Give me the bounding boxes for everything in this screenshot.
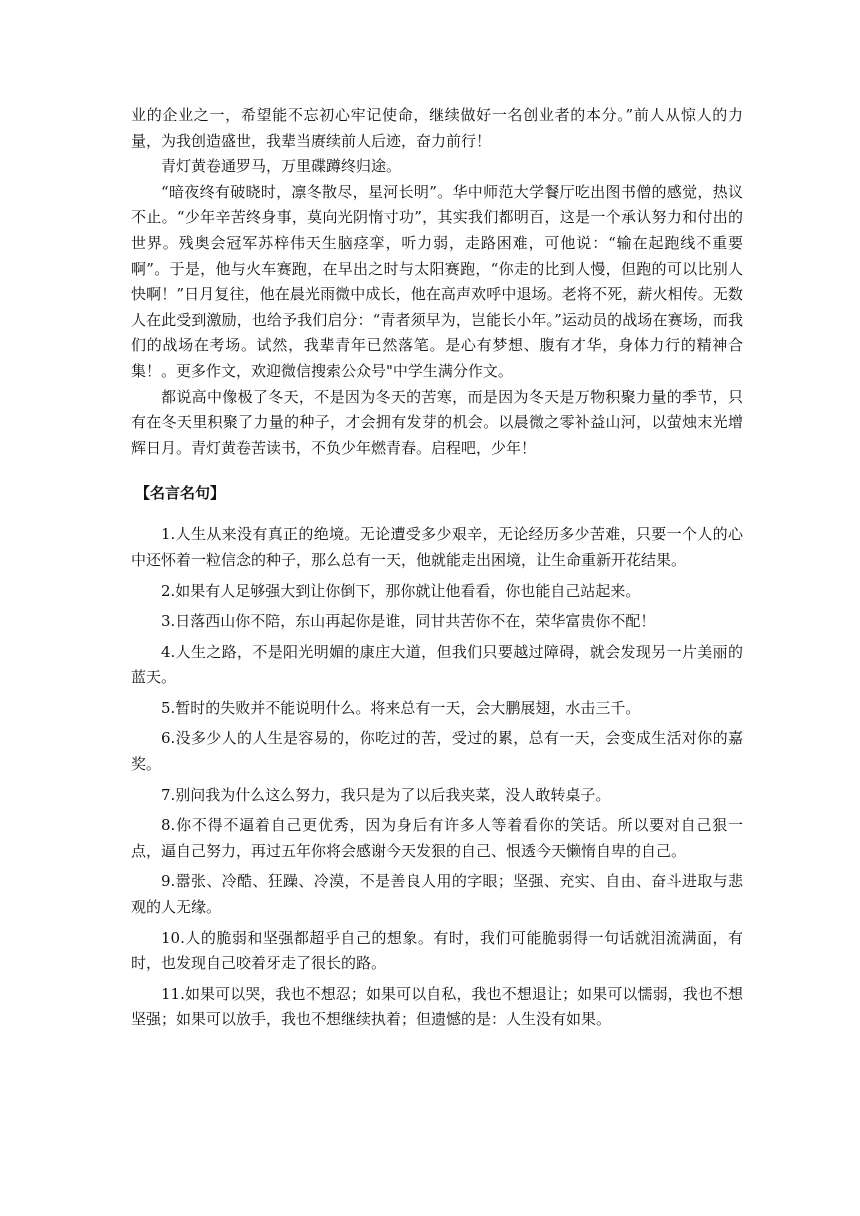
quote-item: 4.人生之路，不是阳光明媚的康庄大道，但我们只要越过障碍，就会发现另一片美丽的蓝天。	[131, 642, 743, 687]
essay-paragraph: 都说高中像极了冬天，不是因为冬天的苦寒，而是因为冬天是万物积聚力量的季节，只有在冬天里积聚了力量的种子，才会拥有发芽的机会。以晨微之零补益山河，以萤烛末光增辉日月。青灯黄卷苦读书，不负少年燃青春。启程吧，少年！	[131, 387, 743, 457]
quote-item: 6.没多少人的人生是容易的，你吃过的苦，受过的累，总有一天，会变成生活对你的嘉奖。	[131, 729, 743, 774]
quote-item: 3.日落西山你不陪，东山再起你是谁，同甘共苦你不在，荣华富贵你不配！	[161, 612, 656, 631]
quote-item: 8.你不得不逼着自己更优秀，因为身后有许多人等着看你的笑话。所以要对自己狠一点，逼自己努力，再过五年你将会感谢今天发狠的自己、恨透今天懒惰自卑的自己。	[131, 816, 743, 860]
quote-item: 1.人生从来没有真正的绝境。无论遭受多少艰辛，无论经历多少苦难，只要一个人的心中还怀着一粒信念的种子，那么总有一天，他就能走出困境，让生命重新开花结果。	[131, 525, 743, 569]
quotes-list	[131, 522, 743, 1033]
essay-paragraph: “暗夜终有破晓时，凛冬散尽，星河长明”。华中师范大学餐厅吃出图书僧的感觉，热议不止。“少年辛苦终身事，莫向光阴惰寸功”，其实我们都明百，这是一个承认努力和付出的世界。残奥会冠军苏梓伟天生脑痉挛，听力弱，走路困难，可他说：“输在起跑线不重要啊”。于是，他与火车赛跑，在早出之时与太阳赛跑，“你走的比到人慢，但跑的可以比别人快啊！”日月复往，他在晨光雨微中成长，他在高声欢呼中退场。老将不死，薪火相传。无数人在此受到激励，也给予我们启分：“青者须早为，岂能长小年。”运动员的战场在赛场，而我们的战场在考场。试然，我辈青年已然落笔。是心有梦想、腹有才华，身体力行的精神合集！。更多作文，欢迎微信搜索公众号"中学生满分作文。	[131, 182, 743, 380]
quote-item: 10.人的脆弱和坚强都超乎自己的想象。有时，我们可能脆弱得一句话就泪流满面，有时，也发现自己咬着牙走了很长的路。	[131, 928, 743, 973]
quote-item: 5.暂时的失败并不能说明什么。将来总有一天，会大鹏展翅，水击三千。	[161, 698, 641, 717]
page-content	[131, 103, 743, 1038]
essay-paragraph: 青灯黄卷通罗马，万里碟蹲终归途。	[161, 157, 402, 176]
quote-item: 9.嚣张、冷酷、狂躁、冷漠，不是善良人用的字眼；坚强、充实、自由、奋斗进取与悲观的人无缘。	[131, 872, 743, 917]
quote-item: 7.别问我为什么这么努力，我只是为了以后我夹菜，没人敢转桌子。	[161, 785, 611, 804]
essay-paragraph-continued: 业的企业之一，希望能不忘初心牢记使命，继续做好一名创业者的本分。”前人从惊人的力量，为我创造盛世，我辈当赓续前人后迹，奋力前行！	[131, 106, 743, 150]
section-heading-famous-quotes: 【名言名句】	[135, 484, 226, 503]
quote-item: 2.如果有人足够强大到让你倒下，那你就让他看看，你也能自己站起来。	[161, 581, 641, 600]
quote-item: 11.如果可以哭，我也不想忍；如果可以自私，我也不想退让；如果可以懦弱，我也不想坚强；如果可以放手，我也不想继续执着；但遗憾的是：人生没有如果。	[131, 984, 743, 1029]
